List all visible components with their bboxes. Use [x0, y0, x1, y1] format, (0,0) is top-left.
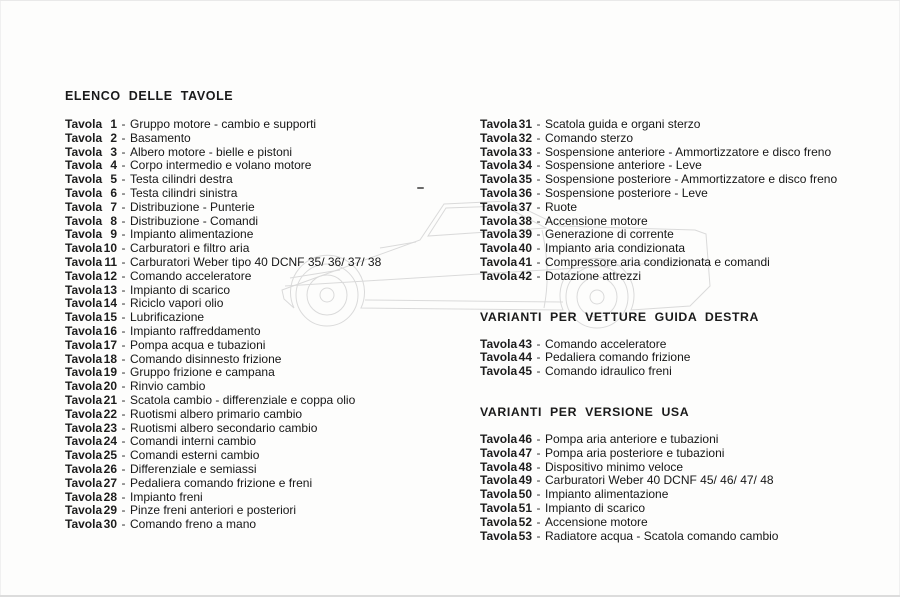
row-separator: - [121, 323, 126, 338]
table-row [65, 435, 485, 449]
row-number: 28 [103, 489, 117, 504]
table-row [480, 516, 900, 530]
row-number: 45 [518, 364, 532, 379]
row-label: Tavola [480, 130, 518, 145]
table-row [65, 284, 485, 298]
row-description: Carburatori Weber 40 DCNF 45/ 46/ 47/ 48 [545, 473, 774, 488]
row-label: Tavola [65, 323, 103, 338]
table-row [65, 270, 485, 284]
row-description: Distribuzione - Comandi [130, 213, 259, 228]
row-separator: - [121, 461, 126, 476]
row-label: Tavola [65, 434, 103, 449]
row-number: 22 [103, 406, 117, 421]
page-title: ELENCO DELLE TAVOLE [65, 89, 234, 103]
row-description: Pedaliera comando frizione e freni [130, 475, 313, 490]
row-description: Gruppo frizione e campana [130, 365, 275, 380]
row-label: Tavola [480, 117, 518, 131]
row-separator: - [121, 268, 126, 283]
row-separator: - [121, 517, 126, 532]
row-number: 30 [103, 517, 117, 532]
row-separator: - [121, 144, 126, 159]
right-column [480, 118, 900, 543]
row-separator: - [536, 336, 541, 351]
row-description: Carburatori Weber tipo 40 DCNF 35/ 36/ 37/ 38 [130, 254, 382, 269]
row-label: Tavola [65, 282, 103, 297]
table-row [65, 228, 485, 242]
row-number: 38 [518, 213, 532, 228]
row-description: Corpo intermedio e volano motore [130, 158, 312, 173]
row-number: 5 [110, 172, 117, 187]
table-row [65, 463, 485, 477]
row-number: 18 [103, 351, 117, 366]
row-description: Dotazione attrezzi [545, 268, 642, 283]
table-row [65, 118, 485, 132]
row-description: Comandi esterni cambio [130, 448, 260, 463]
row-description: Pinze freni anteriori e posteriori [130, 503, 297, 518]
row-label: Tavola [65, 268, 103, 283]
row-number: 14 [103, 296, 117, 311]
table-row [65, 504, 485, 518]
table-row [480, 146, 900, 160]
row-description: Carburatori e filtro aria [130, 241, 250, 256]
row-description: Pedaliera comando frizione [545, 350, 691, 365]
row-separator: - [536, 500, 541, 515]
row-separator: - [536, 364, 541, 379]
row-label: Tavola [480, 350, 518, 365]
row-number: 26 [103, 461, 117, 476]
row-description: Comando acceleratore [545, 336, 667, 351]
row-number: 21 [103, 392, 117, 407]
row-separator: - [121, 406, 126, 421]
row-separator: - [536, 268, 541, 283]
row-separator: - [536, 227, 541, 242]
row-separator: - [121, 185, 126, 200]
row-number: 48 [518, 459, 532, 474]
row-description: Accensione motore [545, 213, 648, 228]
row-separator: - [121, 434, 126, 449]
row-label: Tavola [65, 406, 103, 421]
table-row [480, 530, 900, 544]
row-separator: - [121, 420, 126, 435]
section-header: VARIANTI PER VETTURE GUIDA DESTRA [480, 309, 760, 324]
row-description: Sospensione posteriore - Ammortizzatore e disco freno [545, 172, 838, 187]
row-label: Tavola [480, 185, 518, 200]
row-number: 10 [103, 241, 117, 256]
row-number: 33 [518, 144, 532, 159]
row-separator: - [536, 514, 541, 529]
row-number: 43 [518, 336, 532, 351]
table-row [480, 338, 900, 352]
row-separator: - [121, 489, 126, 504]
row-number: 31 [518, 117, 532, 131]
table-row [65, 159, 485, 173]
row-number: 51 [518, 500, 532, 515]
table-row [65, 201, 485, 215]
row-description: Comando freno a mano [130, 517, 257, 532]
row-number: 29 [103, 503, 117, 518]
row-separator: - [121, 337, 126, 352]
row-number: 24 [103, 434, 117, 449]
row-label: Tavola [480, 500, 518, 515]
row-description: Pompa acqua e tubazioni [130, 337, 266, 352]
row-label: Tavola [65, 199, 103, 214]
table-row [480, 201, 900, 215]
table-row [65, 380, 485, 394]
row-description: Impianto di scarico [545, 500, 646, 515]
row-separator: - [121, 475, 126, 490]
row-label: Tavola [65, 461, 103, 476]
row-separator: - [121, 392, 126, 407]
table-row [65, 422, 485, 436]
left-column [65, 118, 485, 532]
row-label: Tavola [480, 459, 518, 474]
row-label: Tavola [65, 241, 103, 256]
row-separator: - [536, 254, 541, 269]
row-separator: - [536, 130, 541, 145]
table-row [480, 270, 900, 284]
row-number: 13 [103, 282, 117, 297]
row-label: Tavola [65, 227, 103, 242]
table-row [480, 228, 900, 242]
row-number: 2 [110, 130, 117, 145]
row-description: Generazione di corrente [545, 227, 674, 242]
row-description: Dispositivo minimo veloce [545, 459, 684, 474]
row-separator: - [536, 144, 541, 159]
row-number: 7 [110, 199, 117, 214]
row-separator: - [121, 254, 126, 269]
row-description: Testa cilindri destra [130, 172, 233, 187]
row-number: 16 [103, 323, 117, 338]
row-label: Tavola [65, 185, 103, 200]
row-number: 35 [518, 172, 532, 187]
row-number: 52 [518, 514, 532, 529]
row-label: Tavola [480, 213, 518, 228]
table-row [480, 118, 900, 132]
row-number: 3 [110, 144, 117, 159]
table-row [480, 173, 900, 187]
row-label: Tavola [65, 254, 103, 269]
row-description: Impianto raffreddamento [130, 323, 261, 338]
row-description: Differenziale e semiassi [130, 461, 257, 476]
table-row [480, 351, 900, 365]
row-label: Tavola [480, 514, 518, 529]
row-number: 17 [103, 337, 117, 352]
row-description: Impianto aria condizionata [545, 241, 686, 256]
row-separator: - [536, 487, 541, 502]
row-number: 11 [104, 254, 117, 269]
row-number: 40 [518, 241, 532, 256]
row-separator: - [536, 185, 541, 200]
row-number: 6 [110, 185, 117, 200]
row-description: Ruote [545, 199, 578, 214]
row-description: Sospensione anteriore - Leve [545, 158, 702, 173]
row-number: 25 [103, 448, 117, 463]
row-description: Lubrificazione [130, 310, 205, 325]
row-separator: - [121, 282, 126, 297]
row-label: Tavola [480, 528, 518, 543]
row-number: 9 [110, 227, 117, 242]
row-label: Tavola [65, 489, 103, 504]
row-label: Tavola [65, 144, 103, 159]
table-row [480, 365, 900, 379]
table-row [65, 132, 485, 146]
table-row [65, 297, 485, 311]
row-separator: - [121, 310, 126, 325]
row-label: Tavola [480, 254, 518, 269]
row-label: Tavola [65, 448, 103, 463]
table-row [480, 502, 900, 516]
row-number: 50 [518, 487, 532, 502]
row-label: Tavola [480, 431, 518, 446]
row-label: Tavola [65, 172, 103, 187]
row-number: 23 [103, 420, 117, 435]
row-label: Tavola [65, 351, 103, 366]
row-separator: - [536, 172, 541, 187]
table-row [65, 242, 485, 256]
table-row [65, 256, 485, 270]
row-label: Tavola [65, 392, 103, 407]
row-number: 15 [103, 310, 117, 325]
row-label: Tavola [480, 487, 518, 502]
row-number: 44 [518, 350, 532, 365]
table-row [65, 173, 485, 187]
row-description: Radiatore acqua - Scatola comando cambio [545, 528, 779, 543]
row-label: Tavola [65, 117, 103, 131]
row-separator: - [536, 528, 541, 543]
row-separator: - [536, 158, 541, 173]
row-separator: - [121, 130, 126, 145]
table-row [480, 159, 900, 173]
row-description: Basamento [130, 130, 191, 145]
row-description: Distribuzione - Punterie [130, 199, 255, 214]
row-separator: - [121, 158, 126, 173]
table-row [480, 433, 900, 447]
row-number: 27 [103, 475, 117, 490]
row-label: Tavola [65, 420, 103, 435]
row-label: Tavola [65, 130, 103, 145]
row-number: 12 [103, 268, 117, 283]
row-label: Tavola [65, 310, 103, 325]
table-row [480, 488, 900, 502]
table-row [65, 215, 485, 229]
row-label: Tavola [480, 199, 518, 214]
table-row [65, 477, 485, 491]
row-separator: - [121, 448, 126, 463]
table-row [65, 311, 485, 325]
row-description: Albero motore - bielle e pistoni [130, 144, 293, 159]
table-row [480, 215, 900, 229]
section-header: VARIANTI PER VERSIONE USA [480, 404, 690, 419]
row-label: Tavola [65, 517, 103, 532]
row-number: 37 [518, 199, 532, 214]
row-description: Rinvio cambio [130, 379, 206, 394]
row-separator: - [536, 199, 541, 214]
table-row [480, 474, 900, 488]
table-row [65, 366, 485, 380]
row-label: Tavola [65, 337, 103, 352]
row-description: Comando acceleratore [130, 268, 252, 283]
row-separator: - [536, 445, 541, 460]
table-row [65, 187, 485, 201]
row-description: Accensione motore [545, 514, 648, 529]
table-row [480, 242, 900, 256]
row-description: Impianto freni [130, 489, 203, 504]
table-row [480, 132, 900, 146]
row-separator: - [121, 296, 126, 311]
table-row [480, 187, 900, 201]
row-number: 4 [110, 158, 117, 173]
row-number: 32 [518, 130, 532, 145]
table-row [65, 353, 485, 367]
row-description: Testa cilindri sinistra [130, 185, 238, 200]
row-separator: - [121, 213, 126, 228]
row-separator: - [536, 473, 541, 488]
row-description: Comando idraulico freni [545, 364, 672, 379]
row-description: Ruotismi albero secondario cambio [130, 420, 318, 435]
row-separator: - [121, 227, 126, 242]
row-number: 39 [518, 227, 532, 242]
table-row [65, 518, 485, 532]
row-label: Tavola [480, 336, 518, 351]
row-description: Scatola guida e organi sterzo [545, 117, 701, 131]
row-separator: - [121, 503, 126, 518]
row-number: 49 [518, 473, 532, 488]
row-description: Comando sterzo [545, 130, 634, 145]
row-description: Sospensione anteriore - Ammortizzatore e disco freno [545, 144, 832, 159]
row-separator: - [121, 241, 126, 256]
row-description: Pompa aria anteriore e tubazioni [545, 431, 719, 446]
row-separator: - [536, 213, 541, 228]
row-separator: - [536, 350, 541, 365]
row-label: Tavola [65, 475, 103, 490]
row-separator: - [121, 379, 126, 394]
row-number: 1 [110, 117, 117, 131]
row-label: Tavola [480, 144, 518, 159]
row-separator: - [121, 117, 126, 131]
row-description: Comandi interni cambio [130, 434, 257, 449]
row-number: 8 [110, 213, 117, 228]
table-row [65, 146, 485, 160]
table-row [65, 325, 485, 339]
row-description: Sospensione posteriore - Leve [545, 185, 708, 200]
row-label: Tavola [480, 172, 518, 187]
row-label: Tavola [480, 158, 518, 173]
row-separator: - [536, 117, 541, 131]
row-label: Tavola [480, 445, 518, 460]
row-label: Tavola [480, 241, 518, 256]
row-separator: - [536, 431, 541, 446]
table-row [480, 256, 900, 270]
row-label: Tavola [65, 158, 103, 173]
row-label: Tavola [480, 364, 518, 379]
row-description: Pompa aria posteriore e tubazioni [545, 445, 725, 460]
row-description: Gruppo motore - cambio e supporti [130, 117, 317, 131]
row-label: Tavola [480, 473, 518, 488]
row-description: Compressore aria condizionata e comandi [545, 254, 770, 269]
row-separator: - [536, 241, 541, 256]
row-separator: - [121, 199, 126, 214]
table-row [480, 461, 900, 475]
row-number: 36 [518, 185, 532, 200]
row-number: 53 [518, 528, 532, 543]
row-label: Tavola [65, 296, 103, 311]
row-description: Ruotismi albero primario cambio [130, 406, 303, 421]
row-number: 47 [518, 445, 532, 460]
row-number: 19 [103, 365, 117, 380]
row-description: Scatola cambio - differenziale e coppa olio [130, 392, 356, 407]
row-label: Tavola [65, 365, 103, 380]
row-label: Tavola [65, 503, 103, 518]
row-label: Tavola [65, 379, 103, 394]
row-number: 46 [518, 431, 532, 446]
row-number: 41 [518, 254, 532, 269]
row-description: Impianto alimentazione [545, 487, 669, 502]
row-number: 42 [518, 268, 532, 283]
row-separator: - [121, 351, 126, 366]
table-row [65, 449, 485, 463]
row-separator: - [536, 459, 541, 474]
row-description: Riciclo vapori olio [130, 296, 224, 311]
row-number: 20 [103, 379, 117, 394]
row-label: Tavola [65, 213, 103, 228]
row-separator: - [121, 172, 126, 187]
row-label: Tavola [480, 227, 518, 242]
row-label: Tavola [480, 268, 518, 283]
table-row [480, 447, 900, 461]
table-row [65, 394, 485, 408]
table-row [65, 491, 485, 505]
row-number: 34 [518, 158, 532, 173]
row-description: Impianto alimentazione [130, 227, 254, 242]
table-row [65, 408, 485, 422]
row-separator: - [121, 365, 126, 380]
row-description: Impianto di scarico [130, 282, 231, 297]
table-row [65, 339, 485, 353]
row-description: Comando disinnesto frizione [130, 351, 282, 366]
